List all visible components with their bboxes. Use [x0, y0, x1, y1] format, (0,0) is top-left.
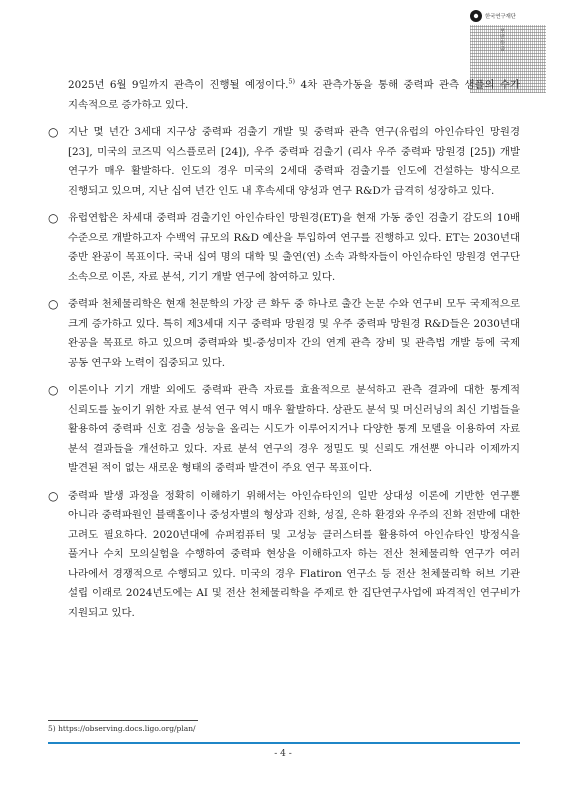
security-stamp: 보안등급 — [499, 28, 505, 52]
org-emblem-icon — [470, 10, 482, 22]
bullet-item — [48, 209, 520, 287]
bullet-item-text: 이론이나 기기 개발 외에도 중력파 관측 자료를 효율적으로 분석하고 관측 결과에 대한 통계적 신뢰도를 높이기 위한 자료 분석 연구 역시 매우 활발하다. 상관도 분석 및 머신러닝의 최신 기법들을 활용하여 중력파 신호 검출 성능을 올리는 시도가 이루어지거나 다양한 통계 모델을 이용하여 자료 분석 결과들을 개선하고 있다. 자료 분석 연구의 경우 정밀도 및 신뢰도 개선뿐 아니라 이제까지 발견된 적이 없는 새로운 형태의 중력파 발견이 주요 연구 목표이다. — [68, 384, 520, 474]
paragraph-text: 2025년 6월 9일까지 관측이 진행될 예정이다. — [68, 79, 289, 91]
continuation-paragraph — [48, 76, 520, 115]
paragraph-text-continued: 4차 관측가동을 통해 중력파 관측 샘플의 수가 지속적으로 증가하고 있다. — [68, 79, 520, 111]
circle-bullet-icon: ○ — [48, 297, 59, 311]
circle-bullet-icon: ○ — [48, 383, 59, 397]
bullet-item-text: 중력파 발생 과정을 정확히 이해하기 위해서는 아인슈타인의 일반 상대성 이론에 기반한 연구뿐 아니라 중력파원인 블랙홀이나 중성자별의 형상과 진화, 성질, 은하 환경와 우주의 진화 전반에 대한 고려도 필요하다. 2020년대에 슈퍼컴퓨터 및 고성능 클러스터를 활용하여 아인슈타인 방정식을 풀거나 수치 모의실험을 수행하여 중력파 현상을 이해하고자 하는 전산 천체물리학 연구가 여러 나라에서 경쟁적으로 수행되고 있다. 미국의 경우 Flatiron 연구소 등 전산 천체물리학 허브 기관 설립 이래로 2024년도에는 AI 및 전산 천체물리학을 주제로 한 집단연구사업에 파격적인 연구비가 지원되고 있다. — [68, 489, 520, 619]
bullet-item — [48, 487, 520, 624]
bullet-item — [48, 295, 520, 373]
bullet-item-text: 유럽연합은 차세대 중력파 검출기인 아인슈타인 망원경(ET)을 현재 가동 중인 검출기 감도의 10배 수준으로 개발하고자 수백억 규모의 R&D 예산을 투입하여 연구를 진행하고 있다. ET는 2030년대 중반 완공이 목표이다. 국내 십여 명의 대학 및 출연(연) 소속 과학자들이 아인슈타인 망원경 연구단 소속으로 이론, 자료 분석, 기기 개발 연구에 참여하고 있다. — [68, 212, 520, 283]
document-body — [48, 76, 520, 623]
circle-bullet-icon: ○ — [48, 211, 59, 225]
bullet-item — [48, 123, 520, 201]
org-name: 한국연구재단 — [485, 14, 516, 20]
bullet-item-text: 지난 몇 년간 3세대 지구상 중력파 검출기 개발 및 중력파 관측 연구(유럽의 아인슈타인 망원경 [23], 미국의 코즈믹 익스플로러 [24]), 우주 중력파 검출기 (리사 우주 중력파 망원경 [25]) 개발 연구가 매우 활발하다. 인도의 경우 미국의 2세대 중력파 검출기를 인도에 건설하는 방식으로 진행되고 있으며, 지난 십여 년간 인도 내 후속세대 양성과 연구 R&D가 급격히 성장하고 있다. — [68, 126, 520, 197]
bullet-item — [48, 381, 520, 479]
page-footer-rule — [48, 742, 520, 744]
bullet-item-text: 중력파 천체물리학은 현재 천문학의 가장 큰 화두 중 하나로 출간 논문 수와 연구비 모두 국제적으로 크게 증가하고 있다. 특히 제3세대 지구 중력파 망원경 및 우주 중력파 망원경 R&D들은 2030년대 완공을 목표로 하고 있으며 중력파와 빛-중성미자 간의 연계 관측 장비 및 관측법 개발 등에 국제 공동 연구와 노력이 집중되고 있다. — [68, 298, 520, 369]
footnote-reference[interactable]: 5) — [288, 77, 296, 86]
footnote: 5) https://observing.docs.ligo.org/plan/ — [48, 724, 196, 733]
page-number: - 4 - — [274, 749, 292, 759]
circle-bullet-icon: ○ — [48, 125, 59, 139]
circle-bullet-icon: ○ — [48, 488, 59, 503]
footnote-divider — [48, 720, 198, 721]
org-logo — [470, 10, 516, 22]
